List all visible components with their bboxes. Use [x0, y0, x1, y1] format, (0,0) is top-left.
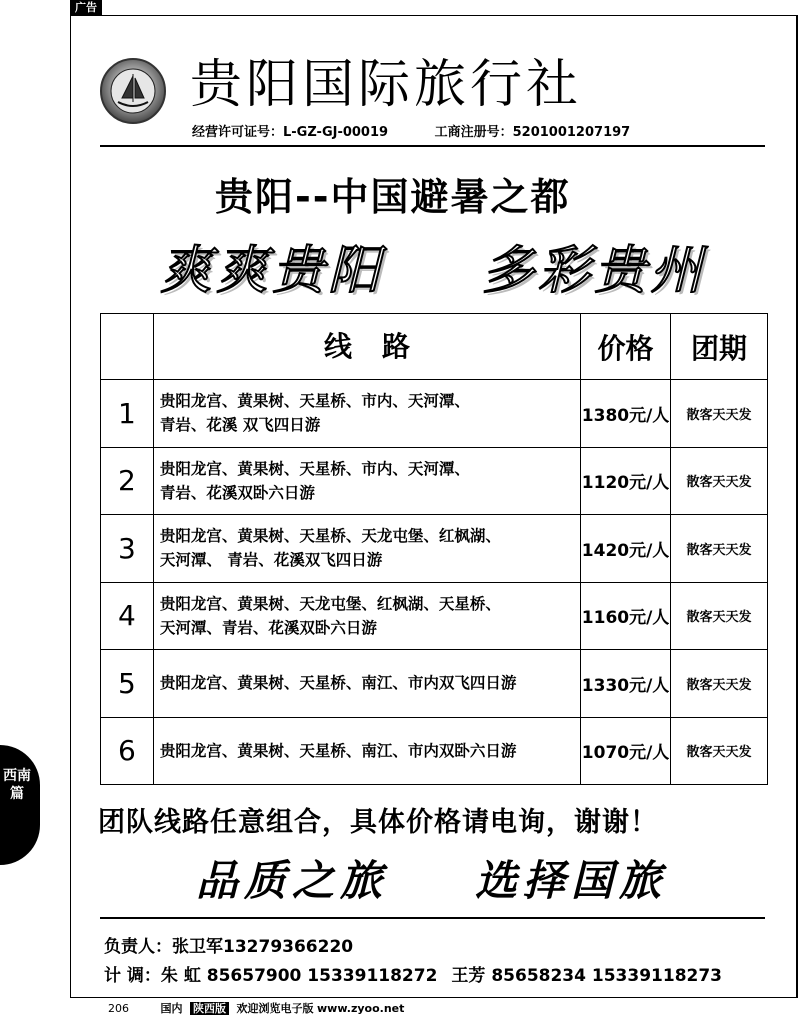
- route-line: 贵阳龙宫、黄果树、天星桥、市内、天河潭、: [159, 459, 470, 478]
- route-description: [153, 380, 580, 448]
- route-line: 贵阳龙宫、黄果树、天星桥、天龙屯堡、红枫湖、: [159, 527, 501, 546]
- route-schedule: 散客天天发: [671, 515, 768, 583]
- route-schedule: 散客天天发: [671, 582, 768, 650]
- route-price: 1070元/人: [581, 717, 671, 785]
- dispatch-contact-1: 朱 虹 85657900 15339118272: [160, 966, 438, 986]
- row-number: 2: [101, 447, 154, 515]
- group-combination-note: 团队线路任意组合，具体价格请电询，谢谢！: [98, 807, 658, 838]
- header-price: 价格: [581, 314, 671, 380]
- footer-text: 欢迎浏览电子版: [236, 1002, 314, 1015]
- route-schedule: 散客天天发: [671, 717, 768, 785]
- ad-tag: 广告: [70, 0, 102, 16]
- contact-person: [104, 932, 353, 957]
- table-row: [101, 380, 768, 448]
- route-line: 贵阳龙宫、黄果树、天星桥、南江、市内双卧六日游: [159, 741, 517, 760]
- table-row: [101, 650, 768, 718]
- route-line: 青岩、花溪双卧六日游: [159, 483, 315, 502]
- route-schedule: 散客天天发: [671, 380, 768, 448]
- table-header-row: [101, 314, 768, 380]
- slogan-left: 爽爽贵阳: [160, 241, 385, 301]
- contact-person-label: 负责人：: [104, 937, 172, 957]
- route-line: 天河潭、青岩、花溪双卧六日游: [159, 618, 377, 637]
- dispatch-contact-2: 王芳 85658234 15339118273: [451, 966, 723, 986]
- company-name: 贵阳国际旅行社: [190, 55, 583, 115]
- route-description: [153, 717, 580, 785]
- top-divider: [100, 145, 765, 147]
- row-number: 6: [101, 717, 154, 785]
- route-line: 天河潭、 青岩、花溪双飞四日游: [159, 551, 383, 570]
- route-price: 1120元/人: [581, 447, 671, 515]
- registration-number: 工商注册号：5201001207197: [434, 125, 631, 140]
- route-price: 1330元/人: [581, 650, 671, 718]
- contact-dispatch: [104, 961, 722, 986]
- edition-badge: 陕西版: [190, 1002, 229, 1015]
- table-row: [101, 717, 768, 785]
- page-number: 206: [108, 1002, 129, 1015]
- route-price: 1420元/人: [581, 515, 671, 583]
- license-info: [192, 121, 672, 140]
- ship-logo-icon: [102, 60, 164, 122]
- routes-table: [100, 313, 768, 785]
- route-schedule: 散客天天发: [671, 447, 768, 515]
- route-description: [153, 650, 580, 718]
- route-description: [153, 515, 580, 583]
- route-schedule: 散客天天发: [671, 650, 768, 718]
- row-number: 5: [101, 650, 154, 718]
- table-row: [101, 447, 768, 515]
- row-number: 4: [101, 582, 154, 650]
- route-line: 青岩、花溪 双飞四日游: [159, 416, 321, 435]
- route-line: 贵阳龙宫、黄果树、天星桥、南江、市内双飞四日游: [159, 674, 517, 693]
- header-schedule: 团期: [671, 314, 768, 380]
- bottom-slogan-left: 品质之旅: [196, 856, 389, 905]
- bottom-slogan-right: 选择国旅: [475, 856, 668, 905]
- table-row: [101, 515, 768, 583]
- route-line: 贵阳龙宫、黄果树、天星桥、市内、天河潭、: [159, 392, 470, 411]
- section-side-tab: [0, 745, 40, 865]
- footer-url: www.zyoo.net: [317, 1002, 405, 1015]
- row-number: 1: [101, 380, 154, 448]
- route-line: 贵阳龙宫、黄果树、天龙屯堡、红枫湖、天星桥、: [159, 594, 501, 613]
- dispatch-label: 计 调：: [104, 966, 161, 986]
- section-label: 西南篇: [3, 768, 31, 802]
- route-price: 1160元/人: [581, 582, 671, 650]
- table-row: [101, 582, 768, 650]
- row-number: 3: [101, 515, 154, 583]
- business-license: 经营许可证号：L-GZ-GJ-00019: [192, 125, 389, 140]
- route-price: 1380元/人: [581, 380, 671, 448]
- slogan-right: 多彩贵州: [482, 241, 707, 301]
- route-description: [153, 447, 580, 515]
- bottom-divider: [100, 917, 765, 919]
- headline: 贵阳--中国避暑之都: [215, 175, 571, 219]
- page-footer: [108, 1000, 404, 1016]
- footer-region: 国内: [160, 1002, 183, 1015]
- header-no: [101, 314, 154, 380]
- header-route: 线路: [153, 314, 580, 380]
- route-description: [153, 582, 580, 650]
- company-logo: [100, 58, 166, 124]
- contact-person-value: 张卫军13279366220: [172, 937, 354, 957]
